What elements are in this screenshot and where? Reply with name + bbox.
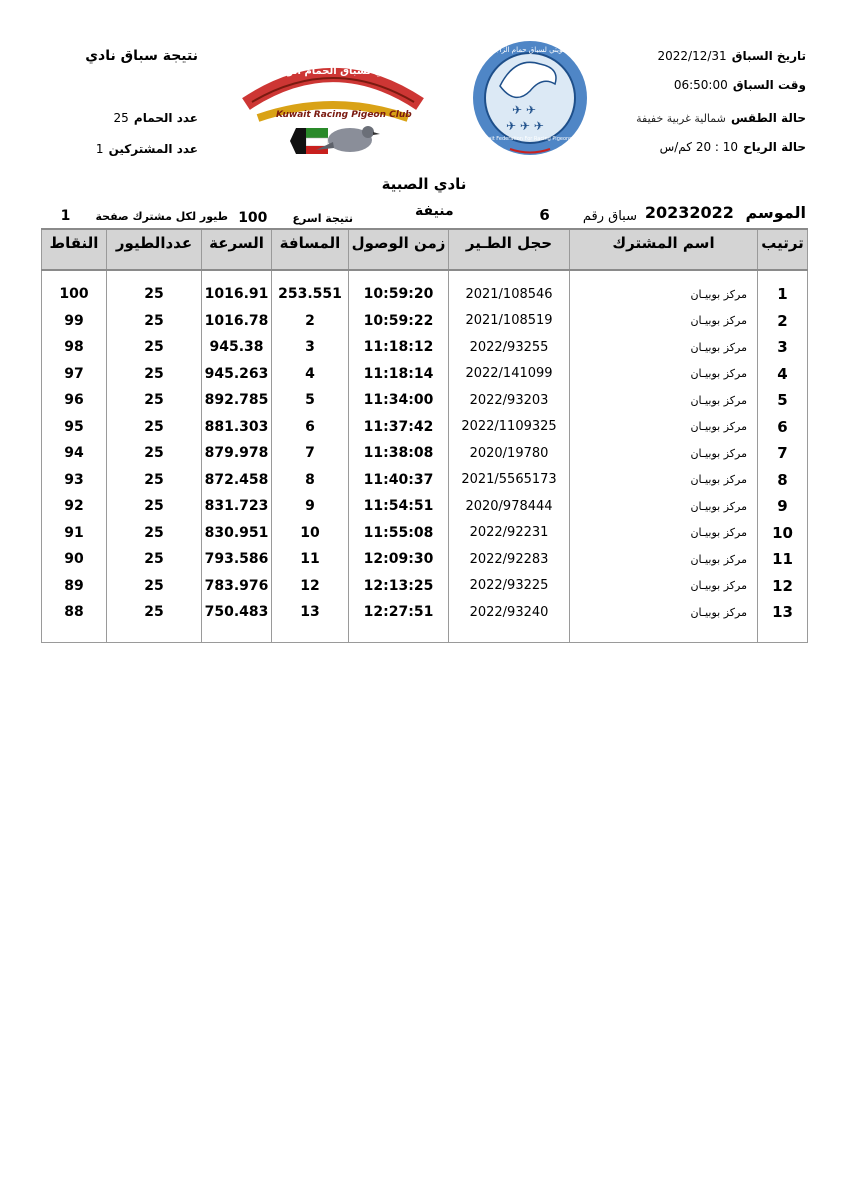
cell-distance: 13: [272, 599, 349, 626]
wind-label: حالة الرياح: [743, 140, 806, 154]
cell-arrival-time: 11:18:14: [349, 361, 449, 388]
cell-birds: 25: [107, 334, 202, 361]
race-number-value: 6: [539, 206, 550, 224]
cell-speed: 830.951: [202, 520, 272, 547]
season-label: الموسم: [745, 203, 806, 222]
cell-speed: 793.586: [202, 546, 272, 573]
cell-ring: 2022/92231: [449, 520, 570, 547]
page-number: 1: [60, 208, 71, 224]
weather: [636, 107, 806, 126]
col-header-distance: المسافة: [272, 229, 349, 270]
cell-speed: 783.976: [202, 573, 272, 600]
cell-participant: مركز بوبيـان: [570, 440, 758, 467]
club-logo: [238, 52, 445, 162]
cell-points: 95: [42, 414, 107, 441]
race-time-value: 06:50:00: [673, 78, 728, 92]
table-row: [42, 520, 808, 547]
cell-points: 88: [42, 599, 107, 626]
cell-birds: 25: [107, 467, 202, 494]
cell-ring: 2022/93203: [449, 387, 570, 414]
cell-participant: مركز بوبيـان: [570, 414, 758, 441]
cell-points: 90: [42, 546, 107, 573]
col-header-rank: ترتيب: [758, 229, 808, 270]
cell-arrival-time: 12:13:25: [349, 573, 449, 600]
cell-participant: مركز بوبيـان: [570, 493, 758, 520]
cell-rank: 4: [758, 361, 808, 388]
cell-ring: 2021/108546: [449, 281, 570, 308]
table-row: [42, 387, 808, 414]
federation-logo-text-ar: الاتحاد الكويتي لسباق حمام الزاجل: [490, 46, 591, 54]
participants: [80, 138, 198, 157]
col-header-points: النقاط: [42, 229, 107, 270]
cell-speed: 945.38: [202, 334, 272, 361]
cell-birds: 25: [107, 546, 202, 573]
cell-rank: 2: [758, 308, 808, 335]
cell-distance: 253.551: [272, 281, 349, 308]
table-row: [42, 281, 808, 308]
table-row: [42, 414, 808, 441]
cell-rank: 10: [758, 520, 808, 547]
fastest-result-label: نتيجة اسرع: [292, 212, 353, 225]
cell-birds: 25: [107, 387, 202, 414]
cell-participant: مركز بوبيـان: [570, 334, 758, 361]
birds-count: [80, 107, 198, 126]
cell-rank: 3: [758, 334, 808, 361]
cell-distance: 3: [272, 334, 349, 361]
race-time: [674, 74, 806, 93]
season-value: 20232022: [644, 203, 734, 222]
wind-value: 10 : 20 كم/س: [659, 140, 739, 154]
race-date-label: تاريخ السباق: [731, 49, 806, 63]
cell-participant: مركز بوبيـان: [570, 387, 758, 414]
cell-participant: مركز بوبيـان: [570, 599, 758, 626]
participants-value: 1: [95, 142, 104, 156]
cell-participant: مركز بوبيـان: [570, 520, 758, 547]
cell-distance: 5: [272, 387, 349, 414]
weather-label: حالة الطقس: [730, 111, 806, 125]
cell-ring: 2020/978444: [449, 493, 570, 520]
cell-points: 91: [42, 520, 107, 547]
season: [645, 203, 806, 222]
federation-logo-text-en: Kuwait Federation For Racing Pigeons: [478, 136, 572, 142]
result-title: نتيجة سباق نادي: [85, 48, 198, 64]
cell-points: 99: [42, 308, 107, 335]
birds-count-label: عدد الحمام: [133, 111, 198, 125]
svg-text:✈ ✈: ✈ ✈: [512, 103, 536, 117]
cell-ring: 2022/93225: [449, 573, 570, 600]
cell-birds: 25: [107, 573, 202, 600]
federation-logo-graphic: [470, 36, 590, 166]
cell-birds: 25: [107, 414, 202, 441]
federation-logo: [470, 36, 590, 166]
cell-points: 97: [42, 361, 107, 388]
cell-ring: 2022/92283: [449, 546, 570, 573]
cell-points: 98: [42, 334, 107, 361]
svg-text:✈ ✈ ✈: ✈ ✈ ✈: [506, 119, 544, 133]
participants-label: عدد المشتركين: [108, 142, 198, 156]
table-row: [42, 361, 808, 388]
cell-speed: 750.483: [202, 599, 272, 626]
cell-participant: مركز بوبيـان: [570, 546, 758, 573]
cell-rank: 7: [758, 440, 808, 467]
location: منيفة: [415, 203, 454, 219]
cell-rank: 5: [758, 387, 808, 414]
cell-speed: 892.785: [202, 387, 272, 414]
cell-arrival-time: 10:59:20: [349, 281, 449, 308]
race-time-label: وقت السباق: [732, 78, 806, 92]
cell-distance: 12: [272, 573, 349, 600]
cell-points: 96: [42, 387, 107, 414]
race-date-value: 2022/12/31: [657, 49, 727, 63]
col-header-speed: السرعة: [202, 229, 272, 270]
club-name: نادي الصبية: [381, 175, 467, 193]
cell-ring: 2021/108519: [449, 308, 570, 335]
col-header-ring: حجل الطـير: [449, 229, 570, 270]
cell-rank: 9: [758, 493, 808, 520]
cell-speed: 831.723: [202, 493, 272, 520]
table-row: [42, 546, 808, 573]
results-body: [42, 270, 808, 642]
cell-distance: 10: [272, 520, 349, 547]
cell-speed: 881.303: [202, 414, 272, 441]
cell-distance: 8: [272, 467, 349, 494]
cell-rank: 1: [758, 281, 808, 308]
weather-value: شمالية غربية خفيفة: [636, 112, 726, 125]
results-table: [41, 228, 808, 643]
birds-per-page-label: طيور لكل مشترك صفحة: [95, 210, 228, 223]
cell-arrival-time: 10:59:22: [349, 308, 449, 335]
cell-distance: 7: [272, 440, 349, 467]
cell-points: 93: [42, 467, 107, 494]
cell-speed: 879.978: [202, 440, 272, 467]
cell-speed: 872.458: [202, 467, 272, 494]
cell-birds: 25: [107, 281, 202, 308]
cell-arrival-time: 11:54:51: [349, 493, 449, 520]
table-row: [42, 334, 808, 361]
cell-arrival-time: 11:55:08: [349, 520, 449, 547]
cell-points: 92: [42, 493, 107, 520]
cell-birds: 25: [107, 308, 202, 335]
cell-points: 94: [42, 440, 107, 467]
table-row: [42, 440, 808, 467]
table-row: [42, 308, 808, 335]
col-header-birds: عددالطيور: [107, 229, 202, 270]
cell-participant: مركز بوبيـان: [570, 308, 758, 335]
club-logo-text-ar: النادي الكويتي لسباق الحمام الزاجل: [268, 66, 445, 77]
cell-birds: 25: [107, 493, 202, 520]
table-header-row: [42, 229, 808, 270]
cell-ring: 2022/93240: [449, 599, 570, 626]
table-row: [42, 493, 808, 520]
cell-rank: 12: [758, 573, 808, 600]
cell-arrival-time: 12:09:30: [349, 546, 449, 573]
cell-birds: 25: [107, 599, 202, 626]
cell-ring: 2022/1109325: [449, 414, 570, 441]
race-date: [658, 45, 806, 64]
fastest-result: [238, 207, 353, 226]
cell-distance: 11: [272, 546, 349, 573]
club-logo-text-en: Kuwait Racing Pigeon Club: [276, 110, 412, 120]
cell-speed: 1016.78: [202, 308, 272, 335]
race-number: [533, 205, 637, 224]
birds-per-page: [55, 205, 228, 224]
wind: [660, 136, 806, 155]
cell-arrival-time: 11:34:00: [349, 387, 449, 414]
cell-participant: مركز بوبيـان: [570, 361, 758, 388]
cell-participant: مركز بوبيـان: [570, 467, 758, 494]
cell-arrival-time: 11:38:08: [349, 440, 449, 467]
cell-ring: 2021/5565173: [449, 467, 570, 494]
cell-ring: 2020/19780: [449, 440, 570, 467]
cell-points: 100: [42, 281, 107, 308]
cell-birds: 25: [107, 520, 202, 547]
col-header-arrival-time: زمن الوصول: [349, 229, 449, 270]
cell-participant: مركز بوبيـان: [570, 281, 758, 308]
cell-distance: 6: [272, 414, 349, 441]
table-row: [42, 573, 808, 600]
fastest-result-value: 100: [238, 210, 268, 226]
race-number-label: سباق رقم: [582, 209, 637, 224]
table-row: [42, 467, 808, 494]
cell-ring: 2022/141099: [449, 361, 570, 388]
cell-distance: 2: [272, 308, 349, 335]
cell-speed: 1016.91: [202, 281, 272, 308]
cell-arrival-time: 12:27:51: [349, 599, 449, 626]
cell-ring: 2022/93255: [449, 334, 570, 361]
cell-participant: مركز بوبيـان: [570, 573, 758, 600]
cell-rank: 6: [758, 414, 808, 441]
cell-rank: 11: [758, 546, 808, 573]
cell-birds: 25: [107, 440, 202, 467]
cell-distance: 9: [272, 493, 349, 520]
birds-count-value: 25: [113, 111, 129, 125]
cell-rank: 13: [758, 599, 808, 626]
cell-arrival-time: 11:37:42: [349, 414, 449, 441]
cell-arrival-time: 11:18:12: [349, 334, 449, 361]
cell-points: 89: [42, 573, 107, 600]
cell-rank: 8: [758, 467, 808, 494]
cell-distance: 4: [272, 361, 349, 388]
cell-birds: 25: [107, 361, 202, 388]
table-row: [42, 599, 808, 626]
col-header-participant: اسم المشترك: [570, 229, 758, 270]
cell-speed: 945.263: [202, 361, 272, 388]
cell-arrival-time: 11:40:37: [349, 467, 449, 494]
